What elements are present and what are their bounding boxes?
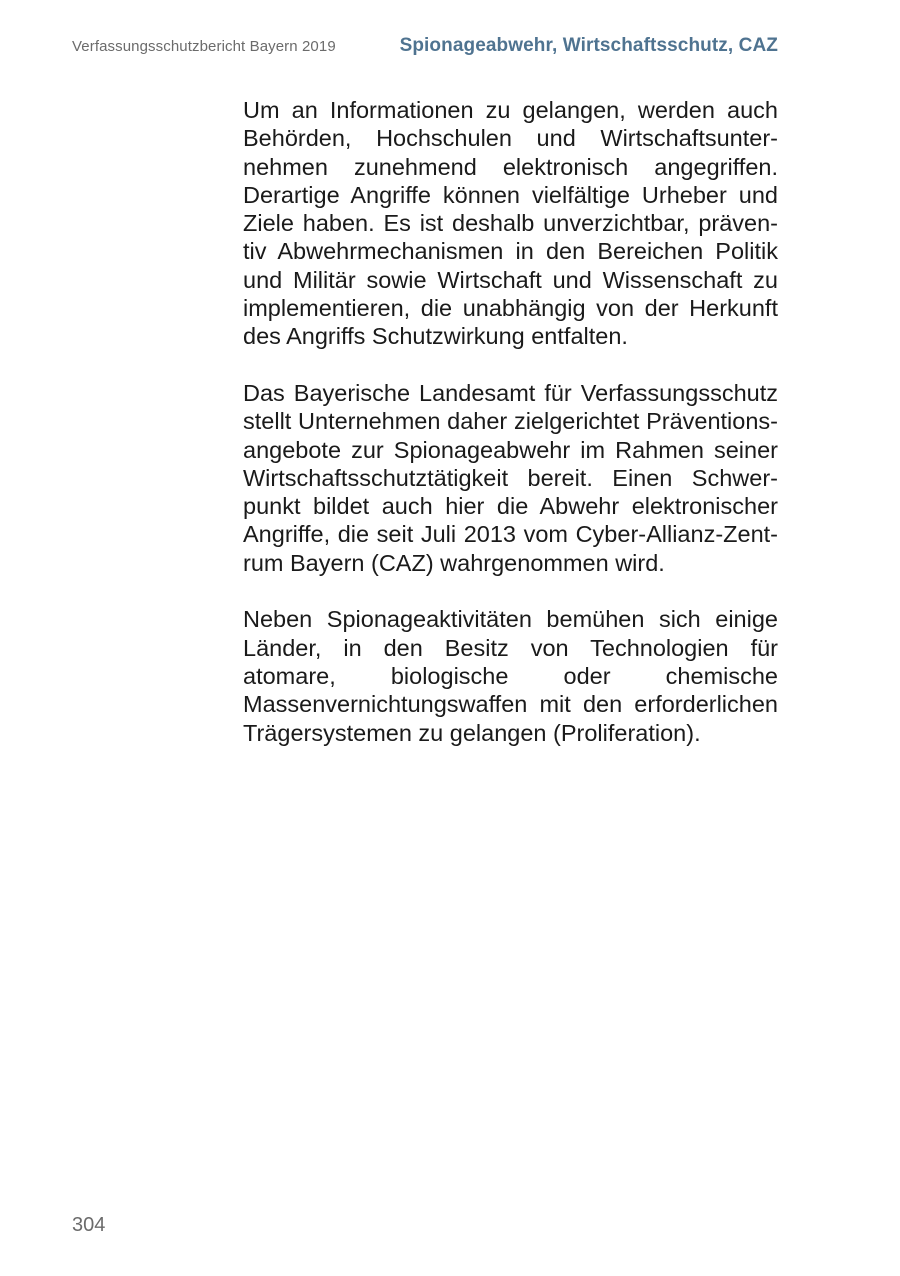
- page-number: 304: [72, 1214, 106, 1236]
- running-header-section-title: Spionageabwehr, Wirtschaftsschutz, CAZ: [399, 35, 778, 56]
- paragraph-proliferation: Neben Spionageaktivitäten bemühen sich einige Länder, in den Besitz von Technologien für atomare, biologische oder chemische Massenvernichtungswaffen mit den erforderlichen Trägersystemen zu gelangen (Proliferation).: [243, 606, 778, 746]
- running-header-publication-title: Verfassungsschutzbericht Bayern 2019: [72, 38, 336, 55]
- paragraph-prevention-offers: Das Bayerische Landesamt für Verfassungsschutz stellt Unternehmen daher zielgerichtet Präventionsangebote zur Spionageabwehr im Rahmen seiner Wirtschaftsschutztätigkeit bereit. Einen Schwerpunkt bildet auch hier die Abwehr elektronischer Angriffe, die seit Juli 2013 vom Cyber-Allianz-Zentrum Bayern (CAZ) wahrgenommen wird.: [243, 379, 778, 576]
- paragraph-cyber-attacks: Um an Informationen zu gelangen, werden auch Behörden, Hochschulen und Wirtschaftsunternehmen zunehmend elektronisch angegriffen. Derartige Angriffe können vielfältige Urheber und Ziele haben. Es ist deshalb unverzichtbar, präventiv Abwehrmechanismen in den Bereichen Politik und Militär sowie Wirtschaft und Wissenschaft zu implementieren, die unabhängig von der Herkunft des Angriffs Schutzwirkung entfalten.: [243, 97, 778, 350]
- body-text: [243, 96, 778, 775]
